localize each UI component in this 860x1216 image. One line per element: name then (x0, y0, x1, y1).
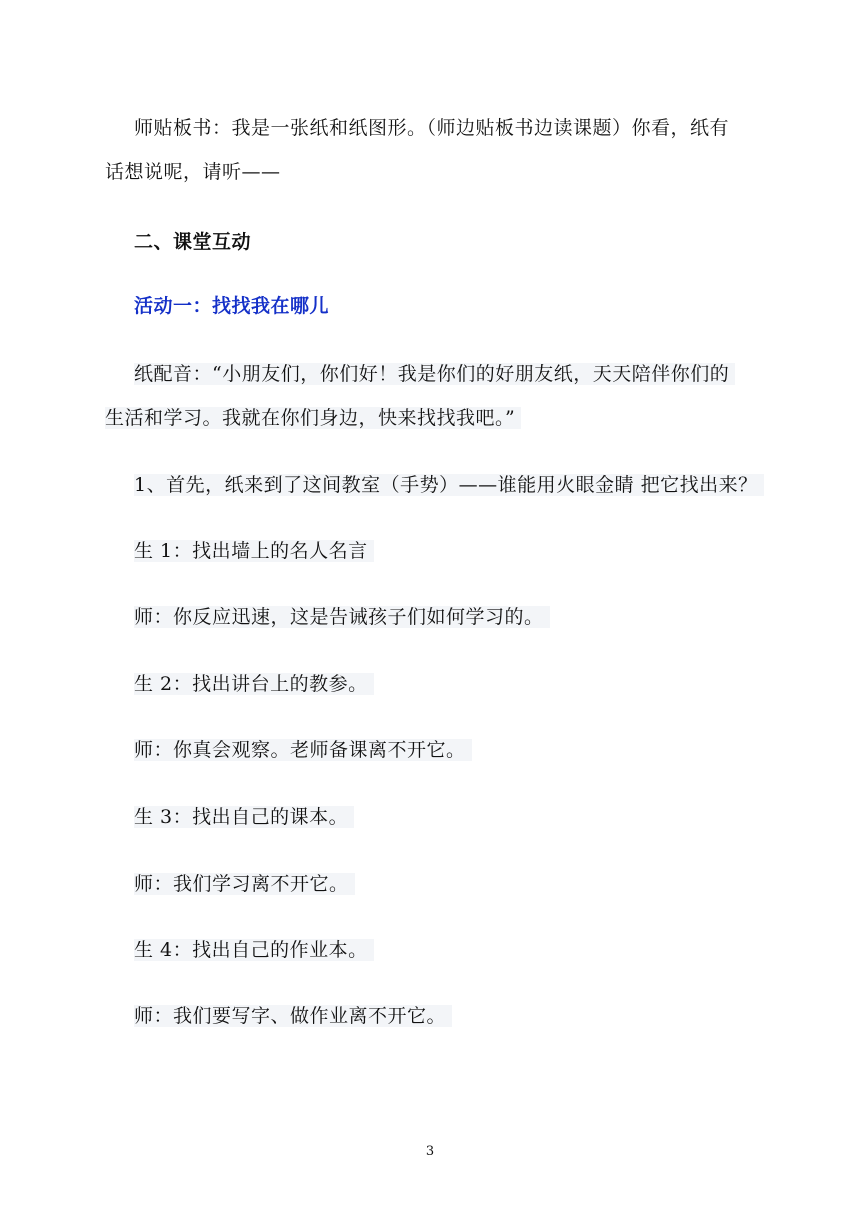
text-run: 生 3：找出自己的课本。 (134, 806, 354, 828)
dialogue-teacher-2 (134, 738, 472, 762)
paragraph-board-writing-line1 (134, 116, 729, 140)
text-run: 生 4：找出自己的作业本。 (134, 939, 374, 961)
text-run: 1、首先，纸来到了这间教室（手势）——谁能用火眼金睛 把它找出来？ (134, 474, 764, 496)
dialogue-student-3 (134, 805, 354, 829)
dialogue-teacher-3 (134, 872, 355, 896)
heading-text: 二、课堂互动 (134, 231, 252, 253)
dialogue-student-2 (134, 672, 374, 696)
paragraph-board-writing-line2 (105, 160, 281, 184)
dialogue-teacher-4 (134, 1004, 452, 1028)
activity-heading (134, 294, 329, 318)
paragraph-paper-voice-line1 (134, 362, 735, 386)
dialogue-teacher-1 (134, 605, 550, 629)
text-run: 师：你真会观察。老师备课离不开它。 (134, 739, 472, 761)
heading-text: 活动一：找找我在哪儿 (134, 295, 330, 317)
text-run: 师贴板书：我是一张纸和纸图形。（师边贴板书边读课题）你看，纸有 (134, 117, 730, 139)
text-run: 师：我们学习离不开它。 (134, 873, 355, 895)
section-heading-classroom-interaction (134, 230, 251, 254)
dialogue-student-1 (134, 539, 374, 563)
text-run: 生 1：找出墙上的名人名言 (134, 540, 374, 562)
text-run: 话想说呢，请听—— (105, 161, 281, 183)
text-run: 生活和学习。我就在你们身边，快来找找我吧。” (105, 407, 521, 429)
paragraph-step-1 (134, 473, 764, 497)
paragraph-paper-voice-line2 (105, 406, 521, 430)
dialogue-student-4 (134, 938, 374, 962)
text-run: 师：你反应迅速，这是告诫孩子们如何学习的。 (134, 606, 550, 628)
text-run: 生 2：找出讲台上的教参。 (134, 673, 374, 695)
text-run: 师：我们要写字、做作业离不开它。 (134, 1005, 452, 1027)
page-number: 3 (425, 1144, 435, 1159)
text-run: 纸配音：“小朋友们，你们好！我是你们的好朋友纸，天天陪伴你们的 (134, 363, 735, 385)
